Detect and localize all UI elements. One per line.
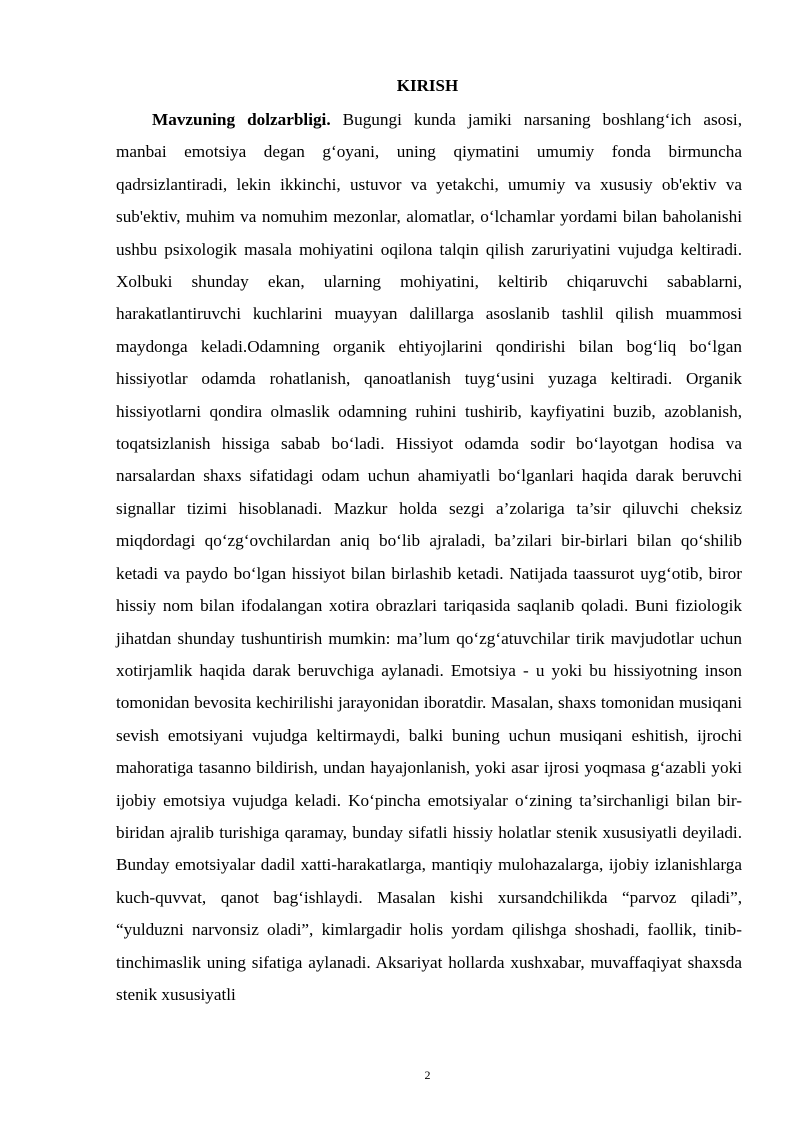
body-paragraph [116, 104, 742, 1011]
page-number: 2 [424, 1068, 431, 1082]
section-lead-label: Mavzuning dolzarbligi. [152, 110, 331, 129]
paragraph-text: Bugungi kunda jamiki narsaning boshlang‘ich asosi, manbai emotsiya degan g‘oyani, uning qiymatini umumiy fonda birmuncha qadrsizlantiradi, lekin ikkinchi, ustuvor va yetakchi, umumiy va xususiy ob'ektiv va sub'ektiv, muhim va nomuhim mezonlar, alomatlar, o‘lchamlar yordami bilan baholanishi ushbu psixologik masala mohiyatini oqilona talqin qilish zaruriyatini vujudga keltiradi. Xolbuki shunday ekan, ularning mohiyatini, keltirib chiqaruvchi sabablarni, harakatlantiruvchi kuchlarini muayyan dalillarga asoslanib tashlil qilish muammosi maydonga keladi.Odamning organik ehtiyojlarini qondirishi bilan bog‘liq bo‘lgan hissiyotlar odamda rohatlanish, qanoatlanish tuyg‘usini yuzaga keltiradi. Organik hissiyotlarni qondira olmaslik odamning ruhini tushirib, kayfiyatini buzib, azoblanish, toqatsizlanish hissiga sabab bo‘ladi. Hissiyot odamda sodir bo‘layotgan hodisa va narsalardan shaxs sifatidagi odam uchun ahamiyatli bo‘lganlari haqida darak beruvchi signallar tizimi hisoblanadi. Mazkur holda sezgi a’zolariga ta’sir qiluvchi cheksiz miqdordagi qo‘zg‘ovchilardan aniq bo‘lib ajraladi, ba’zilari bir-birlari bilan qo‘shilib ketadi va paydo bo‘lgan hissiyot bilan birlashib ketadi. Natijada taassurot uyg‘otib, biror hissiy nom bilan ifodalangan xotira obrazlari tariqasida saqlanib qoladi. Buni fiziologik jihatdan shunday tushuntirish mumkin: ma’lum qo‘zg‘atuvchilar tirik mavjudotlar uchun xotirjamlik haqida darak beruvchiga aylanadi. Emotsiya - u yoki bu hissiyotning inson tomonidan bevosita kechirilishi jarayonidan iboratdir. Masalan, shaxs tomonidan musiqani sevish emotsiyani vujudga keltirmaydi, balki buning uchun musiqani eshitish, ijrochi mahoratiga tasanno bildirish, undan hayajonlanish, yoki asar ijrosi yoqmasa g‘azabli yoki ijobiy emotsiya vujudga keladi. Ko‘pincha emotsiyalar o‘zining ta’sirchanligi bilan bir-biridan ajralib turishiga qaramay, bunday sifatli hissiy holatlar stenik xususiyatli deyiladi. Bunday emotsiyalar dadil xatti-harakatlarga, mantiqiy mulohazalarga, ijobiy izlanishlarga kuch-quvvat, qanot bag‘ishlaydi. Masalan kishi xursandchilikda “parvoz qiladi”, “yulduzni narvonsiz oladi”, kimlargadir holis yordam qilishga shoshadi, faollik, tinib-tinchimaslik uning sifatiga aylanadi. Aksariyat hollarda xushxabar, muvaffaqiyat shaxsda stenik xususiyatli [116, 110, 743, 1004]
page-title: KIRISH [396, 76, 459, 95]
